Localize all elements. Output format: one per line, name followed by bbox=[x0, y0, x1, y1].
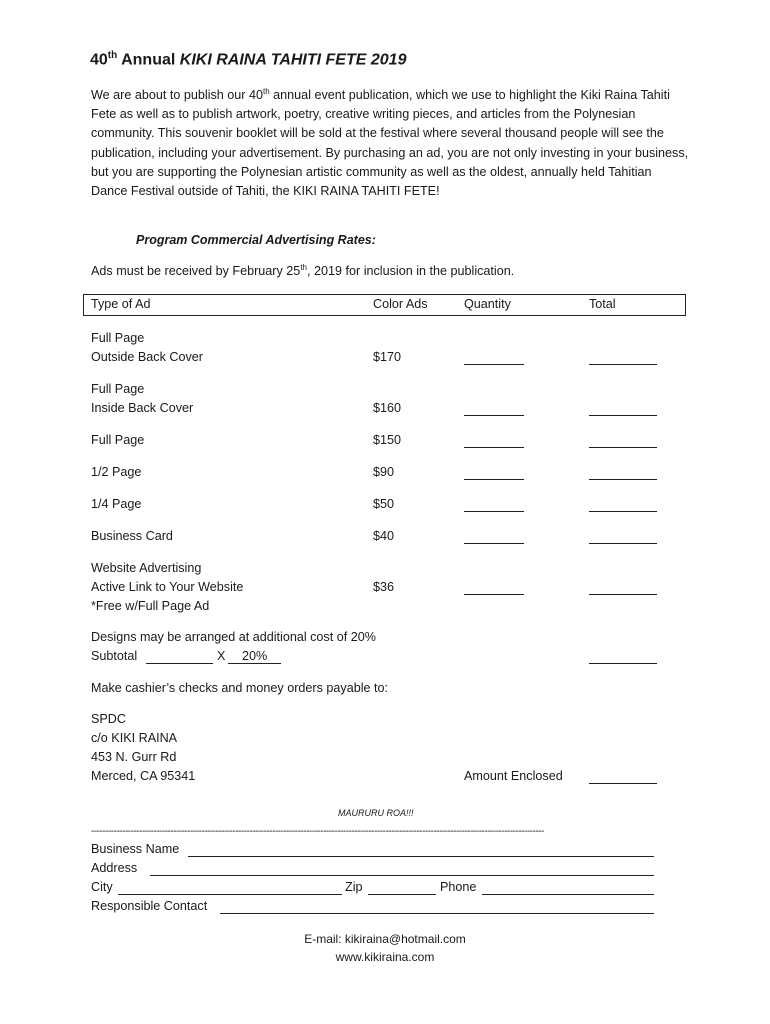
address-field[interactable] bbox=[150, 875, 654, 876]
row-type-line1: 1/2 Page bbox=[91, 465, 142, 479]
row-type-line3: *Free w/Full Page Ad bbox=[91, 599, 210, 613]
row-type-line2: Inside Back Cover bbox=[91, 401, 194, 415]
address-label: Address bbox=[91, 861, 138, 875]
cut-line-separator: ---------------------------------------------------------------------------------------------------------------------------------------------------------------- bbox=[91, 826, 544, 837]
quantity-field[interactable] bbox=[464, 364, 524, 365]
payable-to-note: Make cashier’s checks and money orders payable to: bbox=[91, 681, 389, 695]
deadline-note bbox=[91, 263, 514, 278]
header-type-of-ad: Type of Ad bbox=[91, 297, 151, 311]
row-type-line2: Active Link to Your Website bbox=[91, 580, 244, 594]
quantity-field[interactable] bbox=[464, 543, 524, 544]
row-price: $40 bbox=[373, 529, 395, 543]
title-event-name: KIKI RAINA TAHITI FETE 2019 bbox=[179, 51, 407, 69]
row-type-line1: Website Advertising bbox=[91, 561, 202, 575]
business-name-label: Business Name bbox=[91, 842, 180, 856]
rates-heading: Program Commercial Advertising Rates: bbox=[136, 233, 376, 247]
total-field[interactable] bbox=[589, 415, 657, 416]
address-line: Merced, CA 95341 bbox=[91, 769, 196, 783]
row-price: $36 bbox=[373, 580, 395, 594]
city-field[interactable] bbox=[118, 894, 342, 895]
deadline-superscript: th bbox=[300, 263, 307, 272]
row-type-line1: Full Page bbox=[91, 331, 145, 345]
address-line: SPDC bbox=[91, 712, 126, 726]
row-type-line1: Full Page bbox=[91, 433, 145, 447]
total-field[interactable] bbox=[589, 447, 657, 448]
subtotal-percent-underline bbox=[228, 663, 281, 664]
responsible-contact-label: Responsible Contact bbox=[91, 899, 208, 913]
address-line: c/o KIKI RAINA bbox=[91, 731, 178, 745]
deadline-text-1: Ads must be received by February 25 bbox=[91, 264, 301, 279]
row-type-line1: Full Page bbox=[91, 382, 145, 396]
subtotal-label: Subtotal bbox=[91, 649, 138, 663]
intro-text-2: annual event publication, which we use to highlight the Kiki Raina Tahiti Fete as well as to publish artwork, poetry, creative writing pieces, and articles from the Polynesian community. This souvenir booklet will be sold at the festival where several thousand people will see the publication, including your advertisement. By purchasing an ad, you are not only investing in your business, but you are supporting the Polynesian artistic community as well as the oldest, annually held Tahitian Dance Festival outside of Tahiti, the KIKI RAINA TAHITI FETE! bbox=[91, 88, 689, 199]
responsible-contact-field[interactable] bbox=[220, 913, 654, 914]
row-price: $160 bbox=[373, 401, 402, 415]
address-line: 453 N. Gurr Rd bbox=[91, 750, 177, 764]
zip-label: Zip bbox=[345, 880, 363, 894]
row-type-line1: Business Card bbox=[91, 529, 173, 543]
thank-you-note: MAURURU ROA!!! bbox=[338, 808, 414, 818]
row-price: $90 bbox=[373, 465, 395, 479]
city-label: City bbox=[91, 880, 113, 894]
quantity-field[interactable] bbox=[464, 479, 524, 480]
subtotal-percent: 20% bbox=[242, 649, 268, 663]
deadline-text-2: , 2019 for inclusion in the publication. bbox=[306, 264, 515, 279]
title-annual: Annual bbox=[117, 51, 180, 69]
total-field[interactable] bbox=[589, 594, 657, 595]
total-field[interactable] bbox=[589, 479, 657, 480]
header-quantity: Quantity bbox=[464, 297, 511, 311]
intro-paragraph bbox=[91, 86, 691, 201]
header-total: Total bbox=[589, 297, 616, 311]
header-color-ads: Color Ads bbox=[373, 297, 428, 311]
row-price: $50 bbox=[373, 497, 395, 511]
phone-label: Phone bbox=[440, 880, 477, 894]
design-note: Designs may be arranged at additional cost of 20% bbox=[91, 630, 376, 644]
quantity-field[interactable] bbox=[464, 447, 524, 448]
intro-superscript: th bbox=[263, 86, 270, 96]
phone-field[interactable] bbox=[482, 894, 654, 895]
subtotal-field[interactable] bbox=[146, 663, 213, 664]
quantity-field[interactable] bbox=[464, 511, 524, 512]
page-title bbox=[90, 50, 406, 69]
quantity-field[interactable] bbox=[464, 594, 524, 595]
total-field[interactable] bbox=[589, 511, 657, 512]
intro-text-1: We are about to publish our 40 bbox=[91, 88, 263, 102]
row-type-line2: Outside Back Cover bbox=[91, 350, 203, 364]
title-superscript: th bbox=[107, 50, 118, 61]
subtotal-total-field[interactable] bbox=[589, 663, 657, 664]
quantity-field[interactable] bbox=[464, 415, 524, 416]
row-price: $150 bbox=[373, 433, 402, 447]
zip-field[interactable] bbox=[368, 894, 436, 895]
title-number: 40 bbox=[90, 51, 108, 69]
subtotal-times: X bbox=[217, 649, 226, 663]
amount-enclosed-label: Amount Enclosed bbox=[464, 769, 563, 783]
row-price: $170 bbox=[373, 350, 402, 364]
amount-enclosed-field[interactable] bbox=[589, 783, 657, 784]
business-name-field[interactable] bbox=[188, 856, 654, 857]
total-field[interactable] bbox=[589, 364, 657, 365]
footer-website[interactable]: www.kikiraina.com bbox=[335, 950, 435, 964]
total-field[interactable] bbox=[589, 543, 657, 544]
row-type-line1: 1/4 Page bbox=[91, 497, 142, 511]
footer-email[interactable]: E-mail: kikiraina@hotmail.com bbox=[304, 932, 466, 946]
